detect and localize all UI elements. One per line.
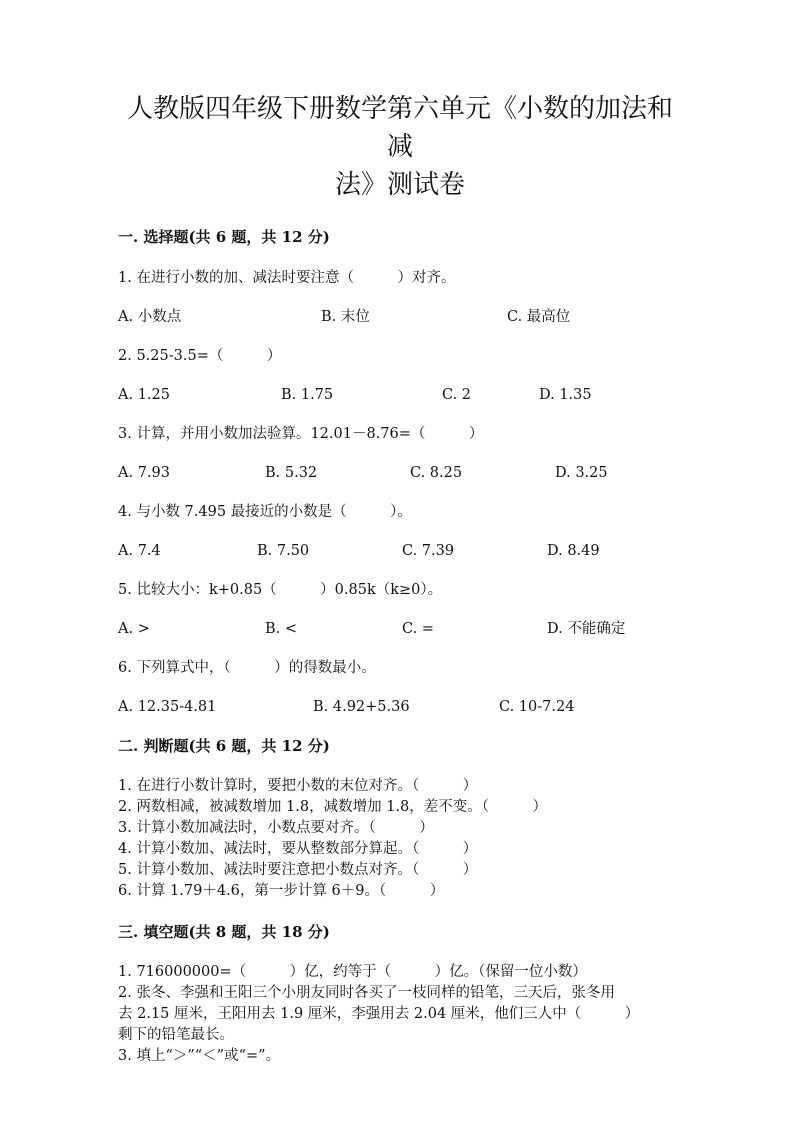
option-row: [118, 306, 682, 328]
judgement-item: 6. 计算 1.79＋4.6，第一步计算 6＋9。（ ）: [118, 883, 445, 899]
section-fill-blank: [118, 921, 682, 1067]
question-stem: 6. 下列算式中，（ ）的得数最小。: [118, 660, 376, 676]
option-row: [118, 462, 682, 484]
option: C. 7.39: [402, 543, 455, 559]
judgement-item: 2. 两数相减，被减数增加 1.8，减数增加 1.8，差不变。（ ）: [118, 799, 548, 815]
option: B. 1.75: [281, 387, 334, 403]
option: C. 8.25: [410, 465, 463, 481]
question-stem: 3. 计算，并用小数加法验算。12.01－8.76=（ ）: [118, 426, 484, 442]
option: D. 1.35: [539, 387, 592, 403]
section-heading: 一. 选择题(共 6 题，共 12 分): [118, 228, 330, 246]
option-row: [118, 540, 682, 562]
option: C. 2: [442, 387, 472, 403]
fill-line: 1. 716000000=（ ）亿，约等于（ ）亿。（保留一位小数）: [118, 964, 587, 980]
option: A. 12.35-4.81: [118, 699, 217, 715]
option-row: [118, 384, 682, 406]
judgement-item: 5. 计算小数加、减法时要注意把小数点对齐。（ ）: [118, 862, 478, 878]
section-true-false: [118, 735, 682, 921]
fill-line: 剩下的铅笔最长。: [118, 1027, 234, 1043]
option: A. >: [118, 621, 150, 637]
section-heading: 三. 填空题(共 8 题，共 18 分): [118, 923, 330, 941]
judgement-item: 1. 在进行小数计算时，要把小数的末位对齐。（ ）: [118, 778, 478, 794]
fill-line: 3. 填上“＞”“＜”或“=”。: [118, 1048, 281, 1064]
page-title: [118, 90, 682, 204]
option-row: [118, 618, 682, 640]
fill-line: 去 2.15 厘米，王阳用去 1.9 厘米，李强用去 2.04 厘米，他们三人中（ ）: [118, 1006, 640, 1022]
section-heading: 二. 判断题(共 6 题，共 12 分): [118, 737, 330, 755]
option: D. 3.25: [555, 465, 608, 481]
question-stem: 4. 与小数 7.495 最接近的小数是（ ）。: [118, 504, 412, 520]
option: B. 4.92+5.36: [313, 699, 410, 715]
question-stem: 1. 在进行小数的加、减法时要注意（ ）对齐。: [118, 270, 456, 286]
option: C. 最高位: [507, 309, 571, 325]
option: B. 5.32: [265, 465, 318, 481]
judgement-item: 3. 计算小数加减法时，小数点要对齐。（ ）: [118, 820, 434, 836]
question-stem: 2. 5.25-3.5=（ ）: [118, 348, 282, 364]
option: A. 7.93: [118, 465, 170, 481]
option: B. <: [265, 621, 298, 637]
question-stem: 5. 比较大小：k+0.85（ ）0.85k（k≥0）。: [118, 582, 443, 598]
option: B. 末位: [321, 309, 370, 325]
option: D. 不能确定: [547, 621, 626, 637]
section-multiple-choice: [118, 226, 682, 735]
option: C. =: [402, 621, 434, 637]
option: C. 10-7.24: [499, 699, 575, 715]
option: A. 1.25: [118, 387, 170, 403]
fill-line: 2. 张冬、李强和王阳三个小朋友同时各买了一枝同样的铅笔，三天后，张冬用: [118, 985, 615, 1001]
option-row: [118, 696, 682, 718]
title-line-1: 人教版四年级下册数学第六单元《小数的加法和减: [126, 94, 673, 162]
option: A. 7.4: [118, 543, 161, 559]
judgement-item: 4. 计算小数加、减法时，要从整数部分算起。（ ）: [118, 841, 478, 857]
title-line-2: 法》测试卷: [334, 170, 465, 200]
option: D. 8.49: [547, 543, 600, 559]
option: A. 小数点: [118, 309, 182, 325]
option: B. 7.50: [257, 543, 310, 559]
